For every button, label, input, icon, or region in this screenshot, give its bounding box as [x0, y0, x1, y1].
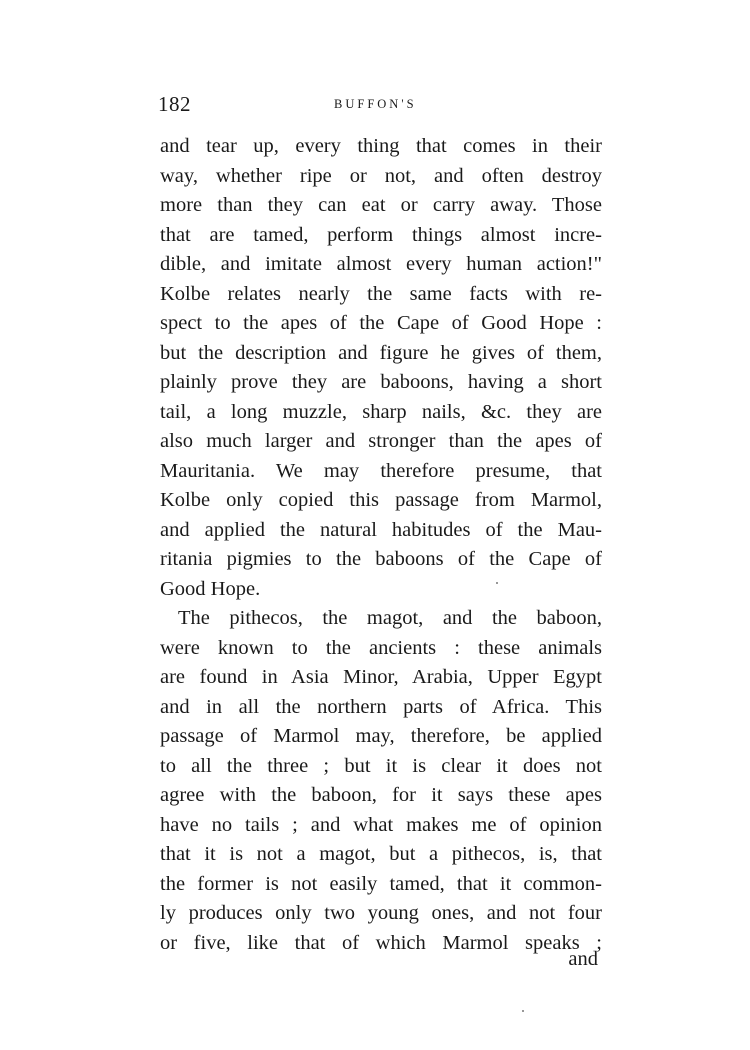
text-line: spect to the apes of the Cape of Good Hope : [160, 312, 602, 334]
text-line: and tear up, every thing that comes in their [160, 135, 602, 157]
text-line: but the description and figure he gives of them, [160, 341, 602, 364]
text-line: way, whether ripe or not, and often destroy [160, 164, 602, 187]
paper-speck [496, 582, 498, 584]
body-text [160, 132, 602, 958]
running-title: BUFFON'S [334, 97, 417, 111]
paper-speck [522, 1010, 524, 1012]
text-line: have no tails ; and what makes me of opinion [160, 813, 602, 836]
text-line: plainly prove they are baboons, having a short [160, 371, 602, 393]
text-line: The pithecos, the magot, and the baboon, [178, 607, 602, 629]
text-line: are found in Asia Minor, Arabia, Upper Egypt [160, 666, 602, 688]
text-line: or five, like that of which Marmol speaks ; [160, 931, 602, 954]
text-line: and in all the northern parts of Africa. This [160, 695, 602, 718]
text-line: that are tamed, perform things almost incre- [160, 223, 602, 246]
text-line: more than they can eat or carry away. Those [160, 194, 602, 216]
text-line: ritania pigmies to the baboons of the Cape of [160, 548, 602, 570]
text-line: were known to the ancients : these animals [160, 636, 602, 659]
text-line: agree with the baboon, for it says these apes [160, 784, 602, 806]
text-line: Good Hope. [160, 577, 261, 600]
running-head [158, 92, 598, 116]
text-line: the former is not easily tamed, that it common- [160, 872, 602, 895]
text-line: dible, and imitate almost every human action!" [160, 253, 602, 275]
text-line: and applied the natural habitudes of the Mau- [160, 518, 602, 541]
text-line: passage of Marmol may, therefore, be applied [160, 725, 602, 747]
text-line: ly produces only two young ones, and not four [160, 902, 602, 924]
page-number: 182 [158, 92, 191, 116]
text-line: Kolbe only copied this passage from Marmol, [160, 489, 602, 511]
text-line: Mauritania. We may therefore presume, that [160, 459, 602, 482]
catchword: and [568, 948, 598, 970]
text-line: tail, a long muzzle, sharp nails, &c. they are [160, 400, 602, 423]
text-line: also much larger and stronger than the apes of [160, 430, 602, 452]
text-line: that it is not a magot, but a pithecos, is, that [160, 843, 602, 865]
text-line: to all the three ; but it is clear it does not [160, 754, 602, 777]
text-line: Kolbe relates nearly the same facts with re- [160, 282, 602, 305]
